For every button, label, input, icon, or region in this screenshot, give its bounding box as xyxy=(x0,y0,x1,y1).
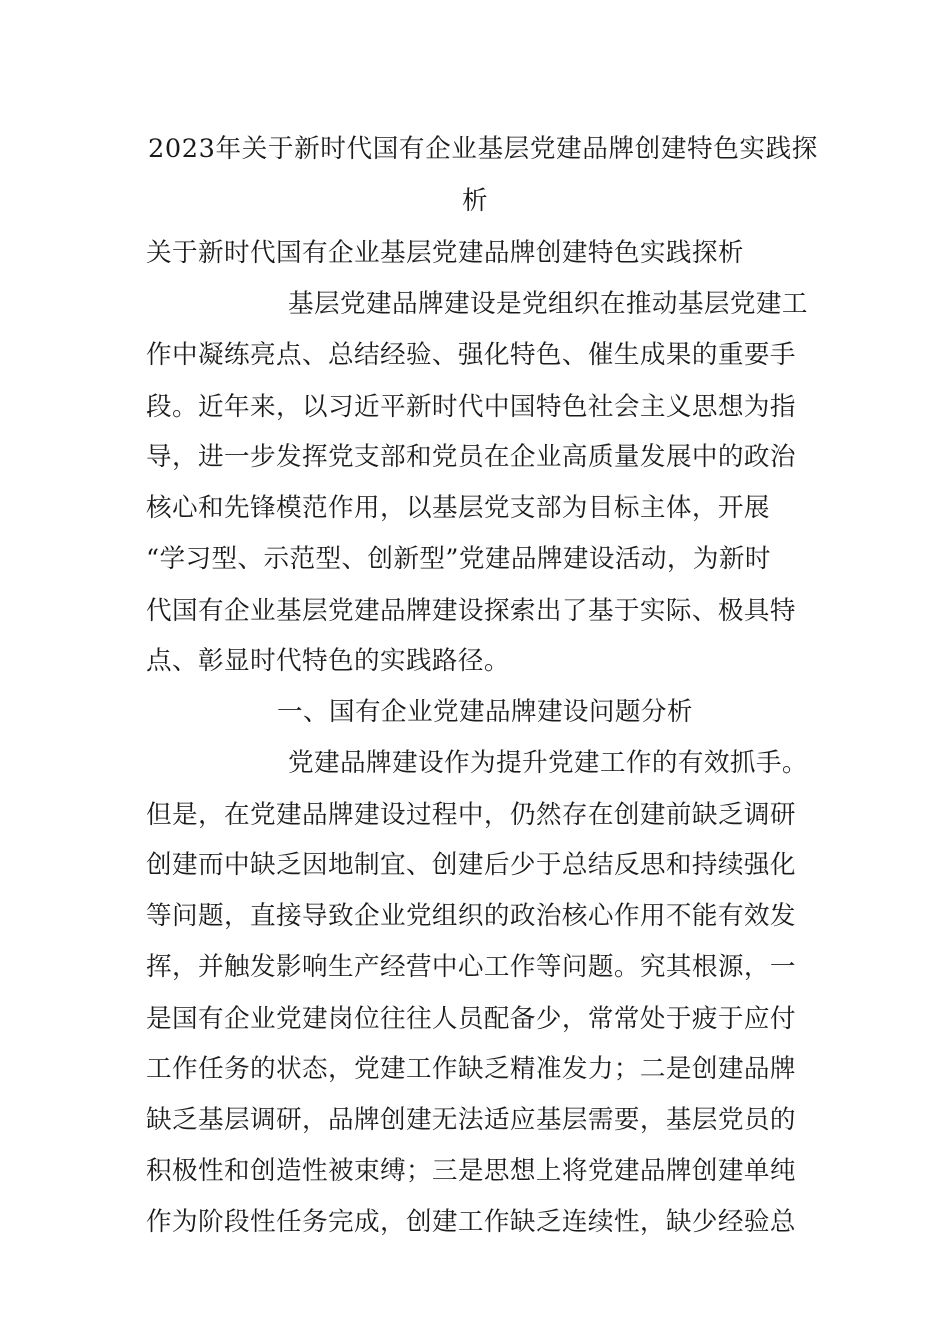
section-paragraph-line: 创建而中缺乏因地制宜、创建后少于总结反思和持续强化 xyxy=(146,850,796,880)
document-title-line-2: 析 xyxy=(462,186,489,216)
document-title-line-1: 2023年关于新时代国有企业基层党建品牌创建特色实践探 xyxy=(148,134,818,164)
intro-paragraph-line: 导，进一步发挥党支部和党员在企业高质量发展中的政治 xyxy=(146,442,796,472)
section-paragraph-line: 缺乏基层调研，品牌创建无法适应基层需要，基层党员的 xyxy=(146,1105,796,1135)
intro-paragraph-line: 代国有企业基层党建品牌建设探索出了基于实际、极具特 xyxy=(146,596,796,626)
section-heading: 一、国有企业党建品牌建设问题分析 xyxy=(277,697,693,727)
section-paragraph-line: 工作任务的状态，党建工作缺乏精准发力；二是创建品牌 xyxy=(146,1054,796,1084)
document-subtitle: 关于新时代国有企业基层党建品牌创建特色实践探析 xyxy=(146,238,744,268)
section-paragraph-line: 是国有企业党建岗位往往人员配备少，常常处于疲于应付 xyxy=(146,1004,796,1034)
section-paragraph-line: 党建品牌建设作为提升党建工作的有效抓手。 xyxy=(288,748,808,778)
section-paragraph-line: 等问题，直接导致企业党组织的政治核心作用不能有效发 xyxy=(146,901,796,931)
intro-paragraph-line: 核心和先锋模范作用，以基层党支部为目标主体，开展 xyxy=(146,493,770,523)
intro-paragraph-line: 点、彰显时代特色的实践路径。 xyxy=(146,646,510,676)
intro-paragraph-line: 基层党建品牌建设是党组织在推动基层党建工 xyxy=(288,289,808,319)
intro-paragraph-line: “学习型、示范型、创新型”党建品牌建设活动，为新时 xyxy=(146,544,771,574)
section-paragraph-line: 挥，并触发影响生产经营中心工作等问题。究其根源，一 xyxy=(146,952,796,982)
intro-paragraph-line: 段。近年来，以习近平新时代中国特色社会主义思想为指 xyxy=(146,392,796,422)
intro-paragraph-line: 作中凝练亮点、总结经验、强化特色、催生成果的重要手 xyxy=(146,340,796,370)
section-paragraph-line: 作为阶段性任务完成，创建工作缺乏连续性，缺少经验总 xyxy=(146,1207,796,1237)
section-paragraph-line: 但是，在党建品牌建设过程中，仍然存在创建前缺乏调研 xyxy=(146,800,796,830)
section-paragraph-line: 积极性和创造性被束缚；三是思想上将党建品牌创建单纯 xyxy=(146,1156,796,1186)
